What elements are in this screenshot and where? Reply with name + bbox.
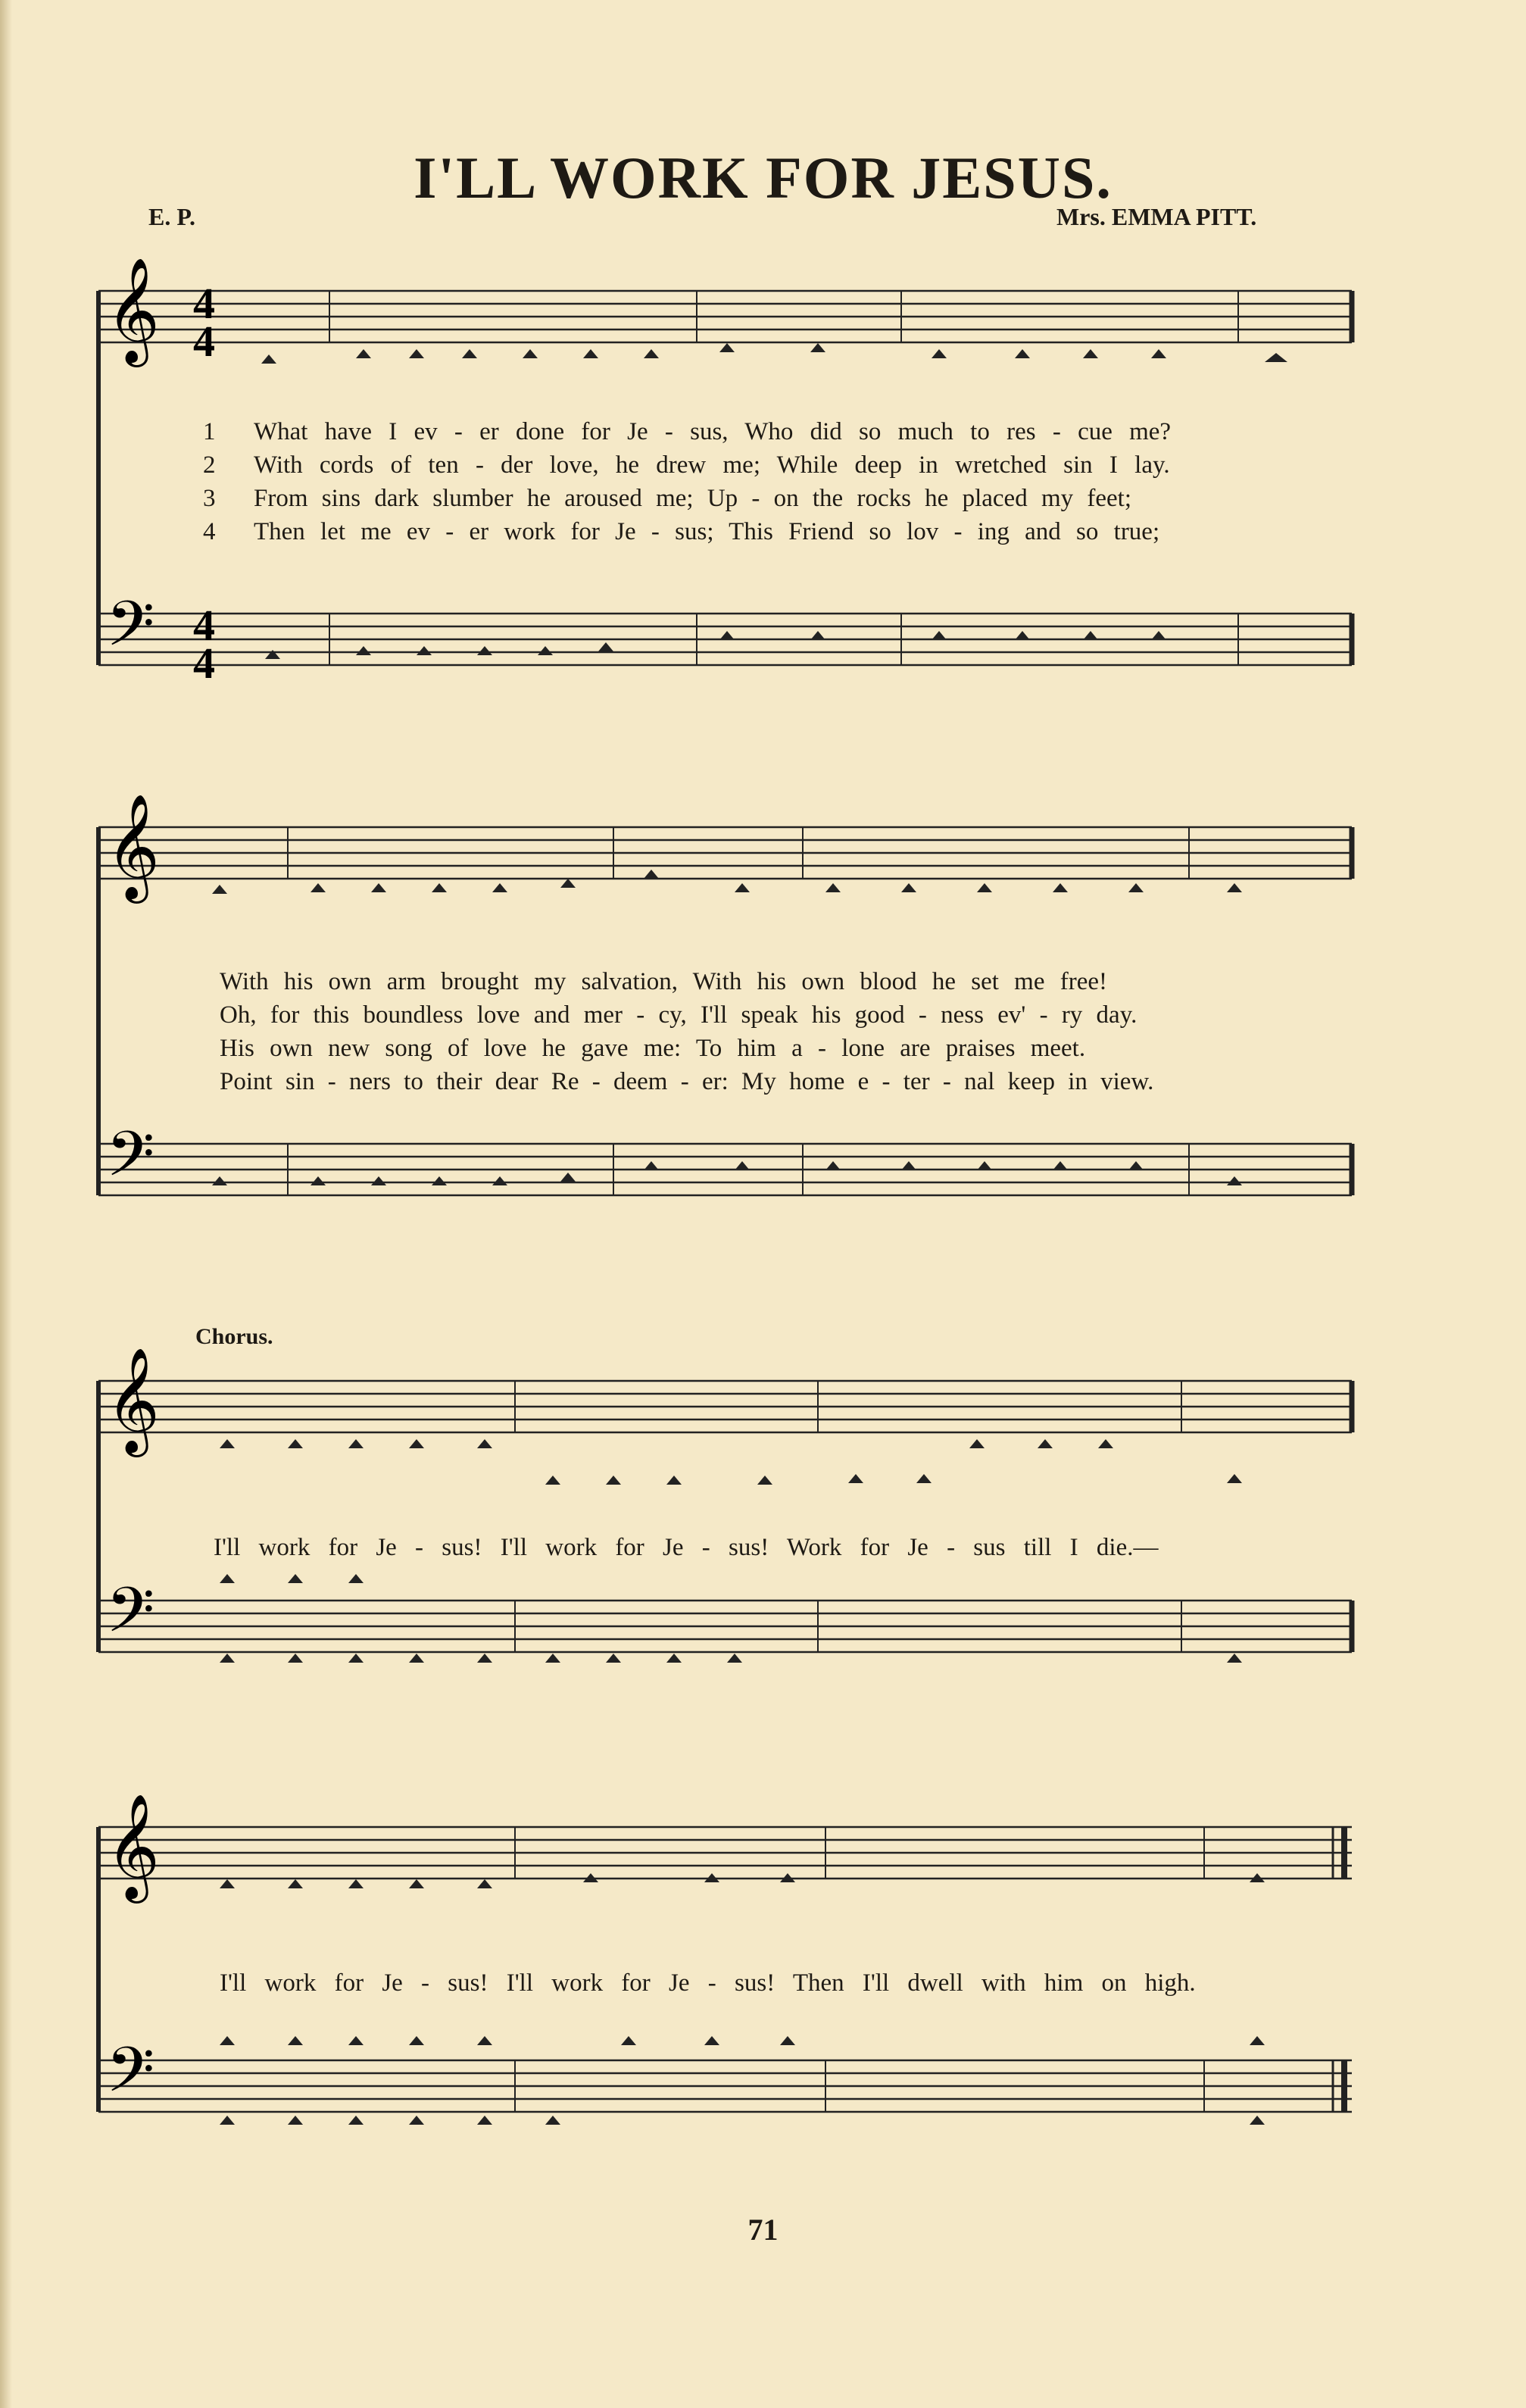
svg-text:4: 4 (193, 279, 215, 328)
svg-text:4: 4 (193, 317, 215, 366)
verse-number-1: 1 (203, 418, 216, 445)
composer-credit: Mrs. EMMA PITT. (1056, 203, 1257, 230)
chorus-line-2: I'll work for Je - sus! I'll work for Je - sus! Then I'll dwell with him on high. (220, 1969, 1196, 1997)
svg-text:4: 4 (193, 639, 215, 688)
svg-text:𝄞: 𝄞 (106, 794, 160, 899)
verse-4-line-2: Point sin - ners to their dear Re - deem - er: My home e - ter - nal keep in view. (220, 1068, 1154, 1095)
hymn-title: I'LL WORK FOR JESUS. (413, 145, 1113, 211)
verse-number-3: 3 (203, 485, 216, 512)
verse-number-4: 4 (203, 518, 216, 545)
system-2 (98, 794, 1352, 1206)
svg-text:𝄢: 𝄢 (106, 1117, 155, 1206)
system-3 (98, 1348, 1352, 1663)
svg-text:𝄞: 𝄞 (106, 1794, 160, 1899)
verse-1-line-2: With his own arm brought my salvation, With his own blood he set me free! (220, 968, 1107, 995)
chorus-label: Chorus. (195, 1324, 273, 1349)
page-number: 71 (747, 2213, 779, 2247)
verse-3-line-2: His own new song of love he gave me: To him a - lone are praises meet. (220, 1035, 1086, 1062)
verse-2-line-1: With cords of ten - der love, he drew me; While deep in wretched sin I lay. (254, 451, 1170, 479)
svg-text:𝄢: 𝄢 (106, 1573, 155, 1662)
svg-text:𝄞: 𝄞 (106, 258, 160, 363)
chorus-line-1: I'll work for Je - sus! I'll work for Je - sus! Work for Je - sus till I die.— (214, 1534, 1159, 1561)
svg-text:𝄢: 𝄢 (106, 2033, 155, 2122)
svg-text:4: 4 (193, 601, 215, 650)
verse-4-line-1: Then let me ev - er work for Je - sus; This Friend so lov - ing and so true; (254, 518, 1160, 545)
svg-text:𝄢: 𝄢 (106, 587, 155, 676)
verse-number-2: 2 (203, 451, 216, 479)
verse-2-line-2: Oh, for this boundless love and mer - cy, I'll speak his good - ness ev' - ry day. (220, 1001, 1137, 1029)
svg-text:𝄞: 𝄞 (106, 1348, 160, 1453)
verse-1-line-1: What have I ev - er done for Je - sus, Who did so much to res - cue me? (254, 418, 1172, 445)
system-4 (98, 1794, 1352, 2125)
lyricist-credit: E. P. (148, 203, 195, 230)
verse-3-line-1: From sins dark slumber he aroused me; Up - on the rocks he placed my feet; (254, 485, 1131, 512)
